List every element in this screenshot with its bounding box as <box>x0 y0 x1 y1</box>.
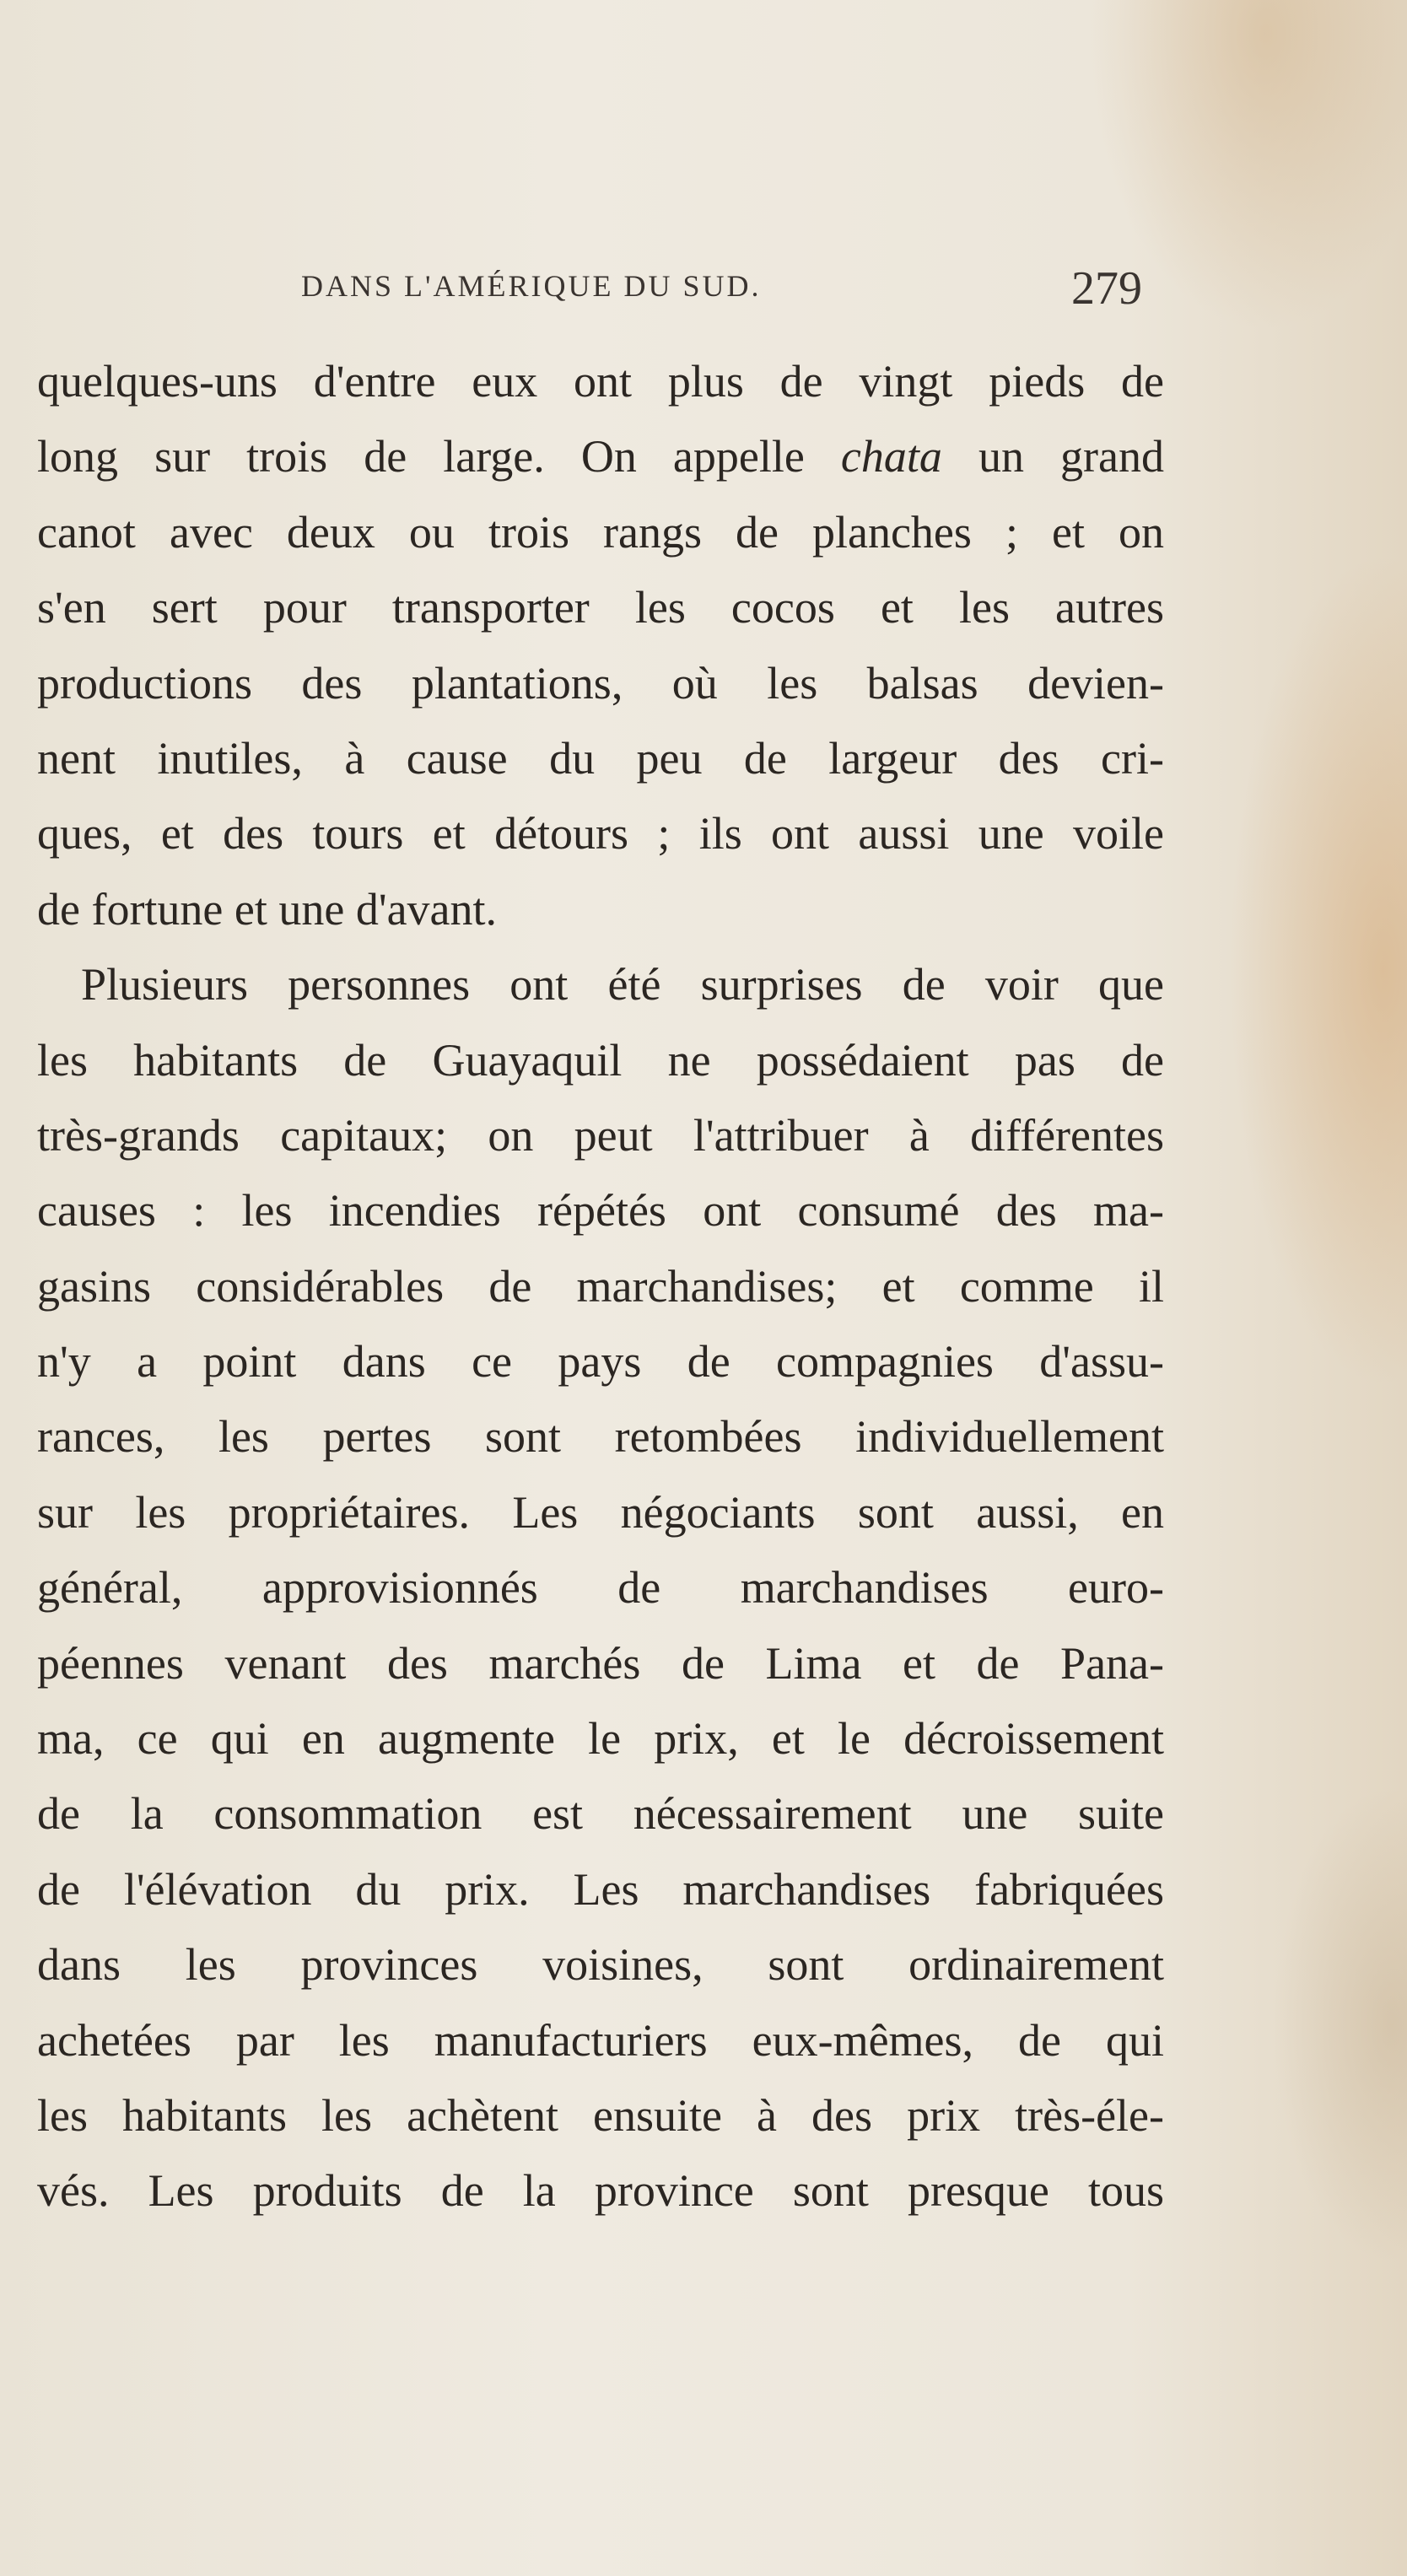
text-line: rances, les pertes sont retombées individuellement <box>37 1411 1164 1463</box>
running-title: DANS L'AMÉRIQUE DU SUD. <box>301 269 762 303</box>
page-number: 279 <box>1071 262 1142 315</box>
text-line: productions des plantations, où les balsas devien- <box>37 657 1164 709</box>
text-line: dans les provinces voisines, sont ordinairement <box>37 1939 1164 1991</box>
text-line: vés. Les produits de la province sont presque tous <box>37 2165 1164 2217</box>
text-line: très-grands capitaux; on peut l'attribuer à différentes <box>37 1109 1164 1161</box>
text-line: les habitants de Guayaquil ne possédaient pas de <box>37 1034 1164 1086</box>
text-line: long sur trois de large. On appelle chata un grand <box>37 431 1165 482</box>
text-line: quelques-uns d'entre eux ont plus de vingt pieds de <box>37 356 1164 407</box>
text-line: gasins considérables de marchandises; et comme il <box>37 1260 1164 1312</box>
text-line: de fortune et une d'avant. <box>37 883 498 935</box>
text-line: sur les propriétaires. Les négociants sont aussi, en <box>37 1486 1164 1538</box>
text-line: causes : les incendies répétés ont consumé des ma- <box>37 1185 1164 1237</box>
text-line: ma, ce qui en augmente le prix, et le décroissement <box>37 1713 1164 1765</box>
body-text <box>37 344 1164 2229</box>
text-line: ques, et des tours et détours ; ils ont aussi une voile <box>37 808 1164 860</box>
running-header <box>0 261 1407 315</box>
text-line: n'y a point dans ce pays de compagnies d'assu- <box>37 1336 1164 1388</box>
text-line: nent inutiles, à cause du peu de largeur des cri- <box>37 732 1164 784</box>
text-line: Plusieurs personnes ont été surprises de voir que <box>81 959 1164 1010</box>
italic-term: chata <box>840 431 942 482</box>
text-line: s'en sert pour transporter les cocos et les autres <box>37 582 1164 633</box>
text-line: les habitants les achètent ensuite à des prix très-éle- <box>37 2089 1164 2141</box>
text-line: de la consommation est nécessairement une suite <box>37 1788 1164 1840</box>
text-line: péennes venant des marchés de Lima et de Pana- <box>37 1637 1164 1689</box>
text-line: achetées par les manufacturiers eux-mêmes, de qui <box>37 2014 1164 2066</box>
text-line: canot avec deux ou trois rangs de planches ; et on <box>37 506 1164 558</box>
text-line: de l'élévation du prix. Les marchandises fabriquées <box>37 1863 1164 1915</box>
text-line: général, approvisionnés de marchandises euro- <box>37 1562 1164 1614</box>
